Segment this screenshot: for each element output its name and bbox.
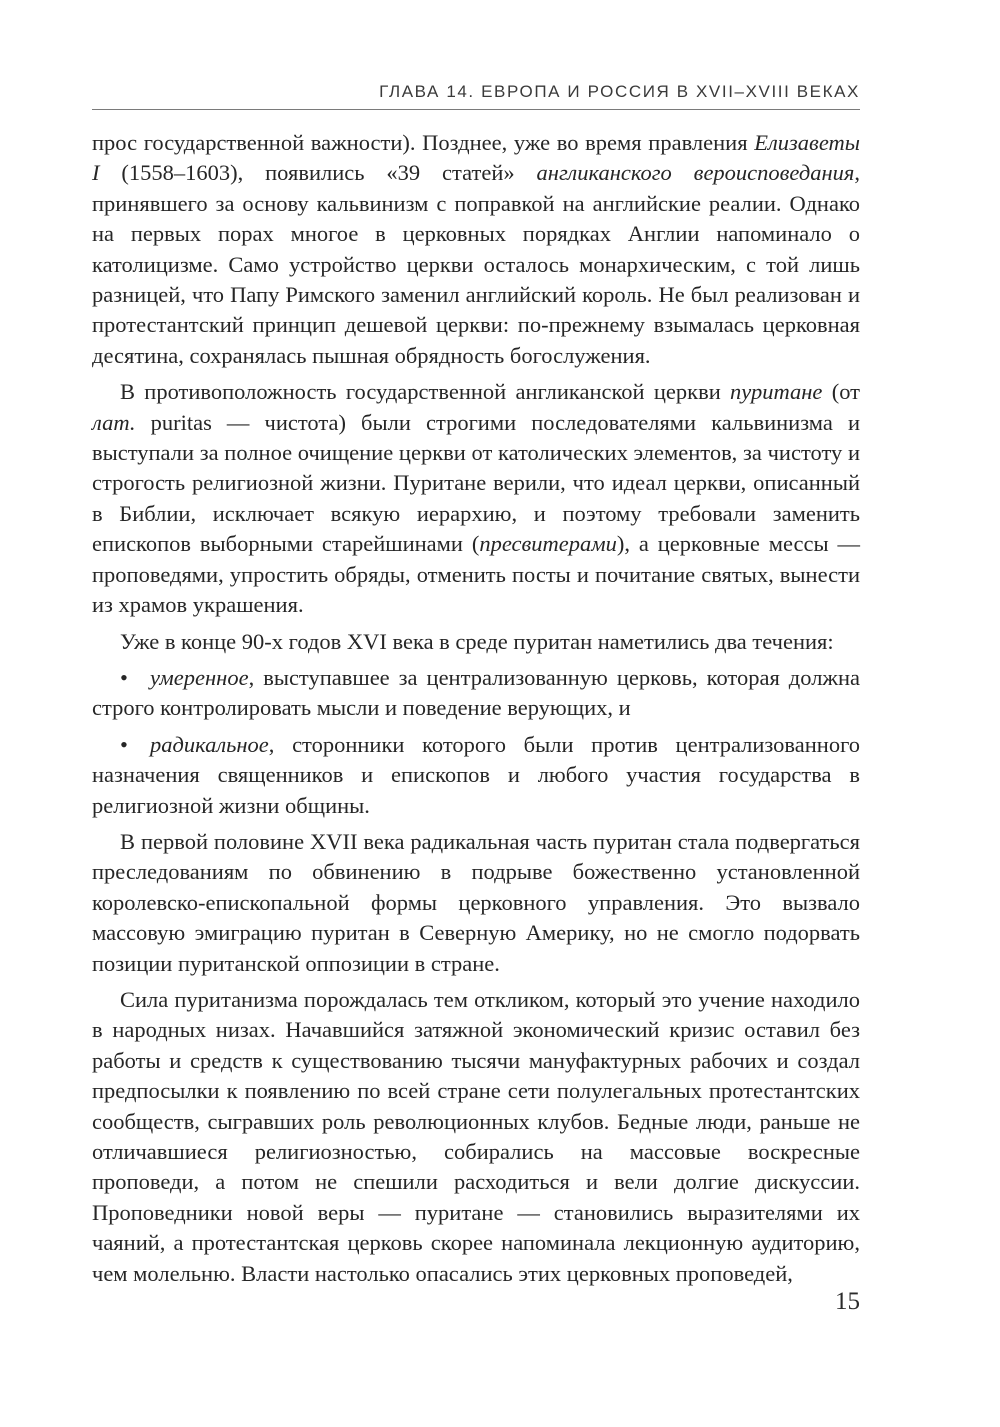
text-run: прос государственной важности). Позднее, уже во время правления (92, 130, 755, 155)
paragraph (92, 377, 860, 620)
italic-term: лат. (92, 409, 136, 435)
header-rule (92, 109, 860, 110)
body-text (92, 128, 860, 1295)
italic-term: пуритане (730, 379, 823, 405)
text-run: , принявшего за основу кальвинизм с поправкой на английские реалии. Однако на первых порах многое в церковных порядках Англии напоминало о католицизме. Само устройство церкви осталось монархическим, с той лишь разницей, что Папу Римского заменил английский король. Не был реализован и протестантский принцип дешевой церкви: по-прежнему взымалась церковная десятина, сохранялась пышная обрядность богослужения. (92, 160, 860, 368)
text-run: Сила пуританизма порождалась тем откликом, который это учение находило в народных низах. Начавшийся затяжной экономический кризис оставил без работы и средств к существованию тысячи мануфактурных рабочих и создал предпосылки к появлению по всей стране сети полулегальных протестантских сообществ, сыгравших роль революционных клубов. Бедные люди, раньше не отличавшиеся религиозностью, собирались на массовые воскресные проповеди, а потом не спешили расходиться и вели долгие дискуссии. Проповедники новой веры — пуритане — становились выразителями их чаяний, а протестантская церковь скорее напоминала лекционную аудиторию, чем молельню. Власти настолько опасались этих церковных проповедей, (92, 986, 860, 1286)
text-run: В противоположность государственной англиканской церкви (120, 379, 731, 405)
paragraph (92, 827, 860, 979)
paragraph (92, 128, 860, 371)
text-run: , выступавшее за централизованную церковь, которая должна строго контролировать мысли и поведение верующих, и (92, 664, 860, 721)
text-run: (от (822, 379, 860, 405)
text-run: В первой половине XVII века радикальная часть пуритан стала подвергаться преследованиям по обвинению в подрыве божественно установленной королевско-епископальной формы церковного управления. Это вызвало массовую эмиграцию пуритан в Северную Америку, но не смогло подорвать позиции пуританской оппозиции в стране. (92, 828, 860, 976)
italic-term: радикальное (150, 731, 269, 757)
bullet-item (92, 730, 860, 821)
italic-term: Елизаветы I (92, 130, 860, 186)
italic-term: англиканского вероисповедания (536, 160, 855, 186)
page-number: 15 (835, 1288, 860, 1315)
italic-term: пресвитерами (479, 531, 617, 557)
text-run: (1558–1603), появились «39 статей» (99, 160, 537, 186)
running-header: ГЛАВА 14. ЕВРОПА И РОССИЯ В XVII–XVIII ВЕКАХ (379, 82, 860, 101)
text-run: ), а церковные мессы — проповедями, упростить обряды, отменить посты и почитание святых, вынести из храмов украшения. (92, 531, 860, 618)
text-run: Уже в конце 90-х годов XVI века в среде пуритан наметились два течения: (120, 628, 834, 654)
text-run: puritas — чистота) были строгими последователями кальвинизма и выступали за полное очищение церкви от католических элементов, за чистоту и строгость религиозной жизни. Пуритане верили, что идеал церкви, описанный в Библии, исключает всякую иерархию, и поэтому требовали заменить епископов выборными старейшинами ( (92, 409, 860, 557)
bullet-icon: • (120, 731, 128, 757)
bullet-icon: • (120, 664, 128, 690)
text-run: , сторонники которого были против централизованного назначения священников и епископов и любого участия государства в религиозной жизни общины. (92, 731, 860, 818)
paragraph (92, 985, 860, 1289)
bullet-item (92, 663, 860, 724)
italic-term: умеренное (150, 664, 249, 690)
paragraph (92, 627, 860, 657)
